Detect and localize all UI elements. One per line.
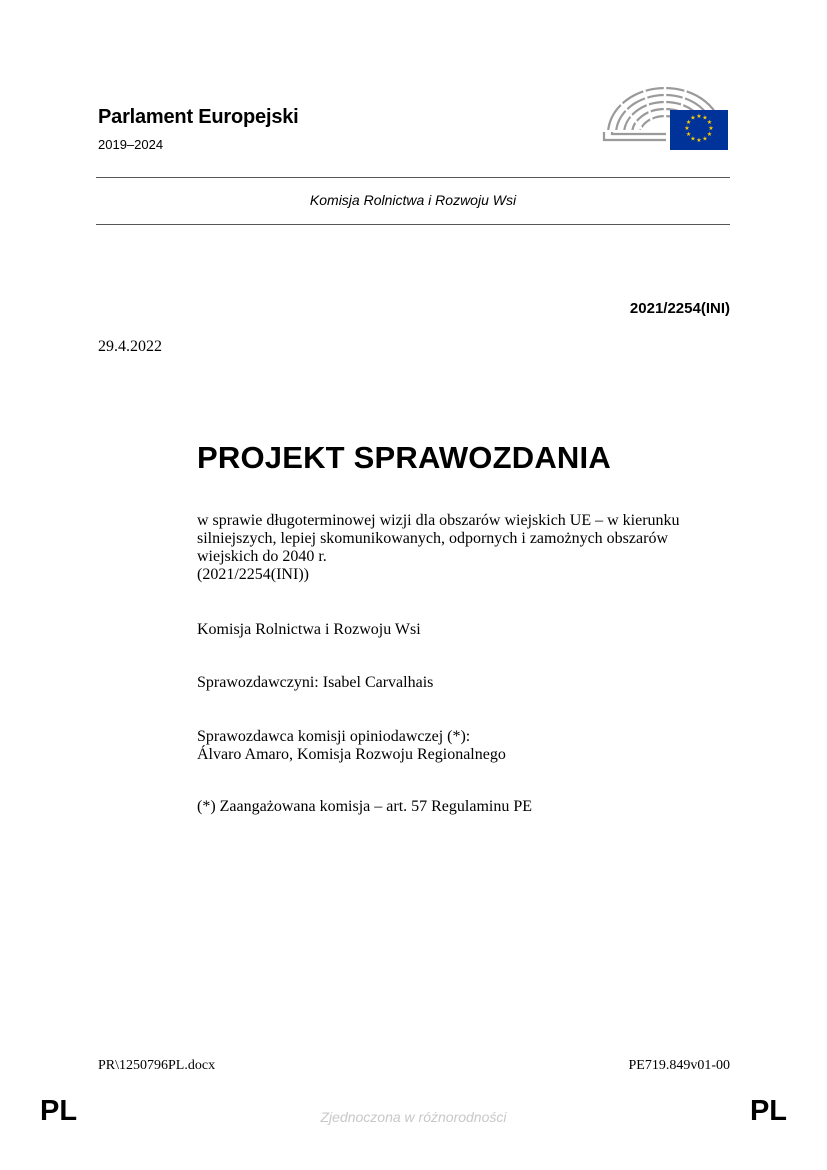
lead-committee: Komisja Rolnictwa i Rozwoju Wsi [197, 621, 421, 638]
header-bottom-divider [96, 224, 730, 225]
svg-text:★: ★ [685, 119, 692, 126]
report-subject-text: w sprawie długoterminowej wizji dla obszarów wiejskich UE – w kierunku silniejszych, lepiej skomunikowanych, odpornych i zamożnych obszarów wiejskich do 2040 r. [197, 512, 680, 565]
document-date: 29.4.2022 [98, 338, 162, 355]
opinion-rapporteur-block [197, 728, 506, 764]
svg-text:★: ★ [706, 119, 713, 126]
svg-text:★: ★ [696, 113, 702, 120]
parliamentary-term: 2019–2024 [98, 137, 164, 152]
pe-number: PE719.849v01-00 [628, 1058, 730, 1073]
opinion-label: Sprawozdawca komisji opiniodawczej (*): [197, 728, 471, 745]
svg-text:★: ★ [690, 135, 696, 143]
svg-text:★: ★ [702, 114, 708, 122]
opinion-rapporteur: Álvaro Amaro, Komisja Rozwoju Regionalnego [197, 746, 506, 763]
svg-text:★: ★ [696, 137, 702, 144]
svg-text:★: ★ [702, 135, 708, 143]
rapporteur: Sprawozdawczyni: Isabel Carvalhais [197, 674, 434, 691]
eu-motto: Zjednoczona w różnorodności [320, 1109, 507, 1125]
svg-text:★: ★ [706, 131, 713, 138]
svg-text:★: ★ [690, 114, 696, 122]
document-title: PROJEKT SPRAWOZDANIA [197, 440, 611, 475]
header-top-divider [96, 177, 730, 178]
report-subject [197, 512, 717, 584]
institution-name: Parlament Europejski [98, 106, 299, 128]
committee-header: Komisja Rolnictwa i Rozwoju Wsi [309, 192, 517, 208]
report-subject-reference: (2021/2254(INI)) [197, 566, 309, 583]
associated-committee-note: (*) Zaangażowana komisja – art. 57 Regulaminu PE [197, 798, 533, 815]
document-file-name: PR\1250796PL.docx [98, 1058, 216, 1073]
svg-text:★: ★ [684, 125, 690, 132]
svg-text:★: ★ [685, 131, 692, 138]
procedure-number: 2021/2254(INI) [629, 300, 730, 317]
svg-text:★: ★ [708, 125, 714, 132]
european-parliament-logo-icon [600, 84, 730, 152]
language-code-right: PL [749, 1095, 787, 1127]
language-code-left: PL [40, 1095, 78, 1127]
